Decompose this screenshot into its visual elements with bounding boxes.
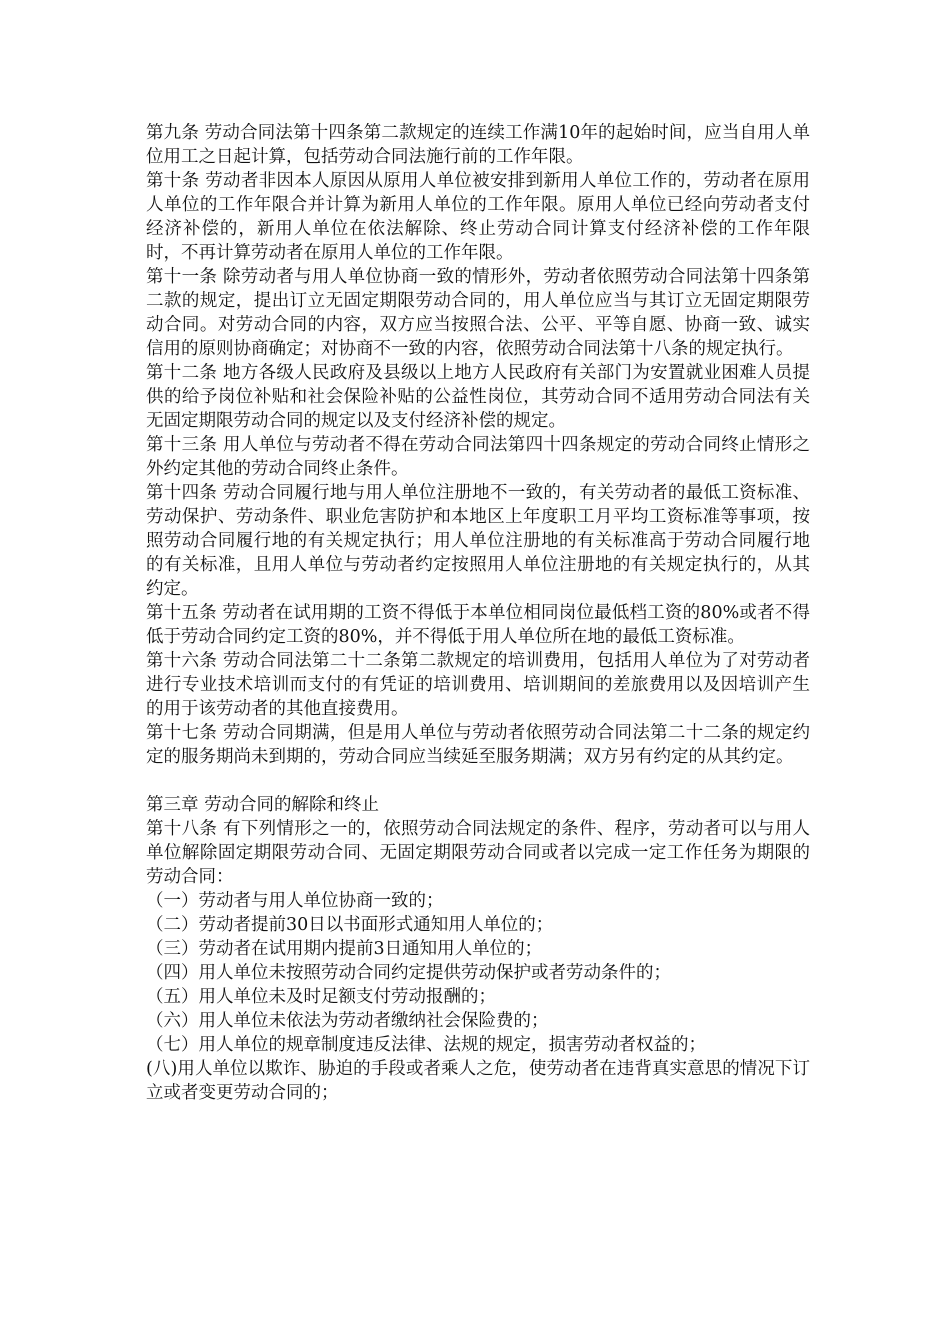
- list-item-8: (八)用人单位以欺诈、胁迫的手段或者乘人之危，使劳动者在违背真实意思的情况下订立或者变更劳动合同的；: [146, 1059, 810, 1103]
- article-11: 第十一条 除劳动者与用人单位协商一致的情形外，劳动者依照劳动合同法第十四条第二款的规定，提出订立无固定期限劳动合同的，用人单位应当与其订立无固定期限劳动合同。对劳动合同的内容，双方应当按照合法、公平、平等自愿、协商一致、诚实信用的原则协商确定；对协商不一致的内容，依照劳动合同法第十八条的规定执行。: [146, 267, 810, 359]
- list-item-7: （七）用人单位的规章制度违反法律、法规的规定，损害劳动者权益的；: [146, 1035, 706, 1055]
- list-item-1: （一）劳动者与用人单位协商一致的；: [146, 891, 444, 911]
- document-body: [146, 121, 810, 1105]
- section-spacer: [146, 769, 810, 793]
- article-17: 第十七条 劳动合同期满，但是用人单位与劳动者依照劳动合同法第二十二条的规定约定的服务期尚未到期的，劳动合同应当续延至服务期满；双方另有约定的从其约定。: [146, 723, 810, 767]
- article-9: 第九条 劳动合同法第十四条第二款规定的连续工作满10年的起始时间，应当自用人单位用工之日起计算，包括劳动合同法施行前的工作年限。: [146, 123, 810, 167]
- article-16: 第十六条 劳动合同法第二十二条第二款规定的培训费用，包括用人单位为了对劳动者进行专业技术培训而支付的有凭证的培训费用、培训期间的差旅费用以及因培训产生的用于该劳动者的其他直接费用。: [146, 651, 810, 719]
- list-item-4: （四）用人单位未按照劳动合同约定提供劳动保护或者劳动条件的；: [146, 963, 671, 983]
- article-14: 第十四条 劳动合同履行地与用人单位注册地不一致的，有关劳动者的最低工资标准、劳动保护、劳动条件、职业危害防护和本地区上年度职工月平均工资标准等事项，按照劳动合同履行地的有关规定执行；用人单位注册地的有关标准高于劳动合同履行地的有关标准，且用人单位与劳动者约定按照用人单位注册地的有关规定执行的，从其约定。: [146, 483, 810, 599]
- list-item-3: （三）劳动者在试用期内提前3日通知用人单位的；: [146, 939, 543, 959]
- article-15: 第十五条 劳动者在试用期的工资不得低于本单位相同岗位最低档工资的80%或者不得低于劳动合同约定工资的80%，并不得低于用人单位所在地的最低工资标准。: [146, 603, 810, 647]
- article-13: 第十三条 用人单位与劳动者不得在劳动合同法第四十四条规定的劳动合同终止情形之外约定其他的劳动合同终止条件。: [146, 435, 810, 479]
- list-item-2: （二）劳动者提前30日以书面形式通知用人单位的；: [146, 915, 554, 935]
- list-item-5: （五）用人单位未及时足额支付劳动报酬的；: [146, 987, 496, 1007]
- article-12: 第十二条 地方各级人民政府及县级以上地方人民政府有关部门为安置就业困难人员提供的给予岗位补贴和社会保险补贴的公益性岗位，其劳动合同不适用劳动合同法有关无固定期限劳动合同的规定以及支付经济补偿的规定。: [146, 363, 810, 431]
- article-10: 第十条 劳动者非因本人原因从原用人单位被安排到新用人单位工作的，劳动者在原用人单位的工作年限合并计算为新用人单位的工作年限。原用人单位已经向劳动者支付经济补偿的，新用人单位在依法解除、终止劳动合同计算支付经济补偿的工作年限时，不再计算劳动者在原用人单位的工作年限。: [146, 171, 810, 263]
- list-item-6: （六）用人单位未依法为劳动者缴纳社会保险费的；: [146, 1011, 549, 1031]
- article-18: 第十八条 有下列情形之一的，依照劳动合同法规定的条件、程序，劳动者可以与用人单位解除固定期限劳动合同、无固定期限劳动合同或者以完成一定工作任务为期限的劳动合同：: [146, 819, 810, 887]
- chapter-title: 第三章 劳动合同的解除和终止: [146, 795, 380, 815]
